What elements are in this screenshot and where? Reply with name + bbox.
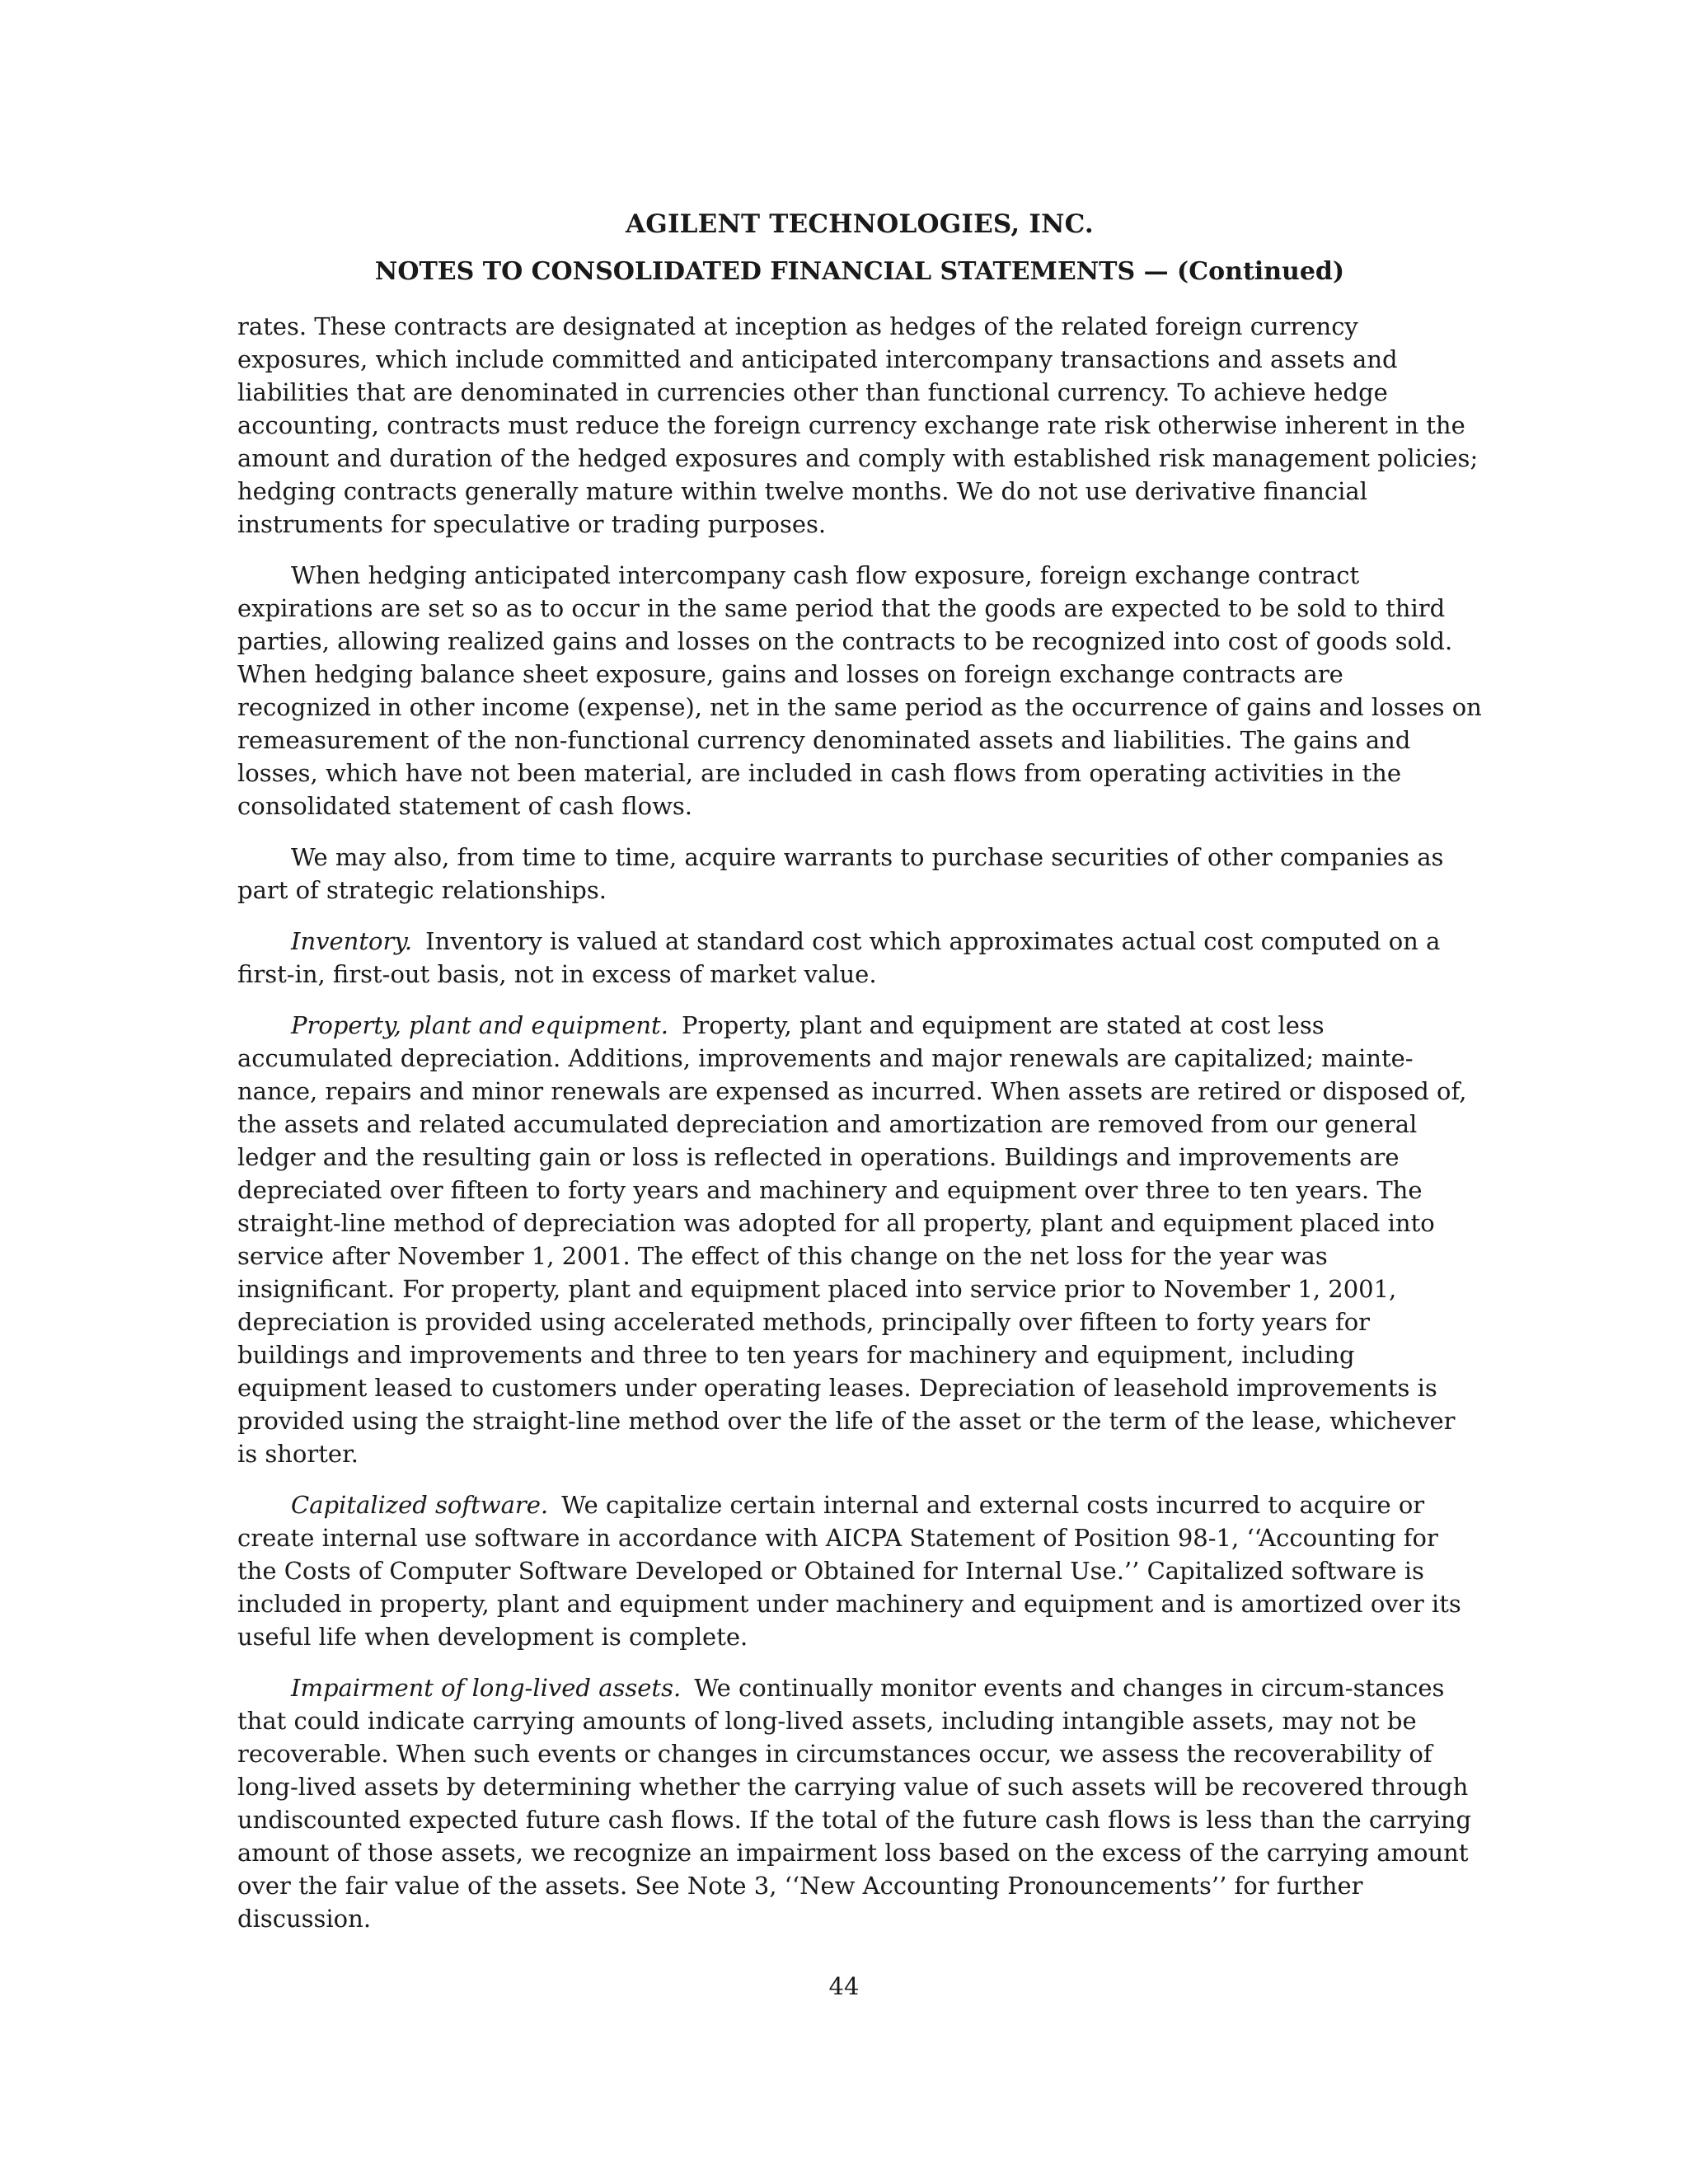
paragraph-cash-flow-exposure bbox=[237, 559, 1482, 823]
paragraph-text: Inventory is valued at standard cost which approximates actual cost computed on a first-in, first-out basis, not in excess of market value. bbox=[237, 927, 1441, 988]
paragraph-capitalized-software bbox=[237, 1488, 1482, 1653]
paragraph-hedge-contracts bbox=[237, 310, 1482, 541]
page-number: 44 bbox=[828, 1972, 860, 2000]
paragraph-text: When hedging anticipated intercompany cash flow exposure, foreign exchange contract expirations are set so as to occur in the same period that the goods are expected to be sold to third parties, allowing realized gains and losses on the contracts to be recognized into cost of goods sold. When hedging balance sheet exposure, gains and losses on foreign exchange contracts are recognized in other income (expense), net in the same period as the occurrence of gains and losses on remeasurement of the non-functional currency denominated assets and liabilities. The gains and losses, which have not been material, are included in cash flows from operating activities in the consolidated statement of cash flows. bbox=[237, 561, 1482, 820]
paragraph-text: We capitalize certain internal and external costs incurred to acquire or create internal use software in accordance with AICPA Statement of Position 98-1, ‘‘Accounting for the Costs of Computer Software Developed or Obtained for Internal Use.’’ Capitalized software is included in property, plant and equipment under machinery and equipment and is amortized over its useful life when development is complete. bbox=[237, 1491, 1461, 1651]
paragraph-text: We continually monitor events and changes in circum-stances that could indicate carrying amounts of long-lived assets, including intangible assets, may not be recoverable. When such events or changes in circumstances occur, we assess the recoverability of long-lived assets by determining whether the carrying value of such assets will be recovered through undiscounted expected future cash flows. If the total of the future cash flows is less than the carrying amount of those assets, we recognize an impairment loss based on the excess of the carrying amount over the fair value of the assets. See Note 3, ‘‘New Accounting Pronouncements’’ for further discussion. bbox=[237, 1674, 1472, 1933]
paragraph-text: We may also, from time to time, acquire warrants to purchase securities of other companies as part of strategic relationships. bbox=[237, 843, 1444, 904]
paragraph-text: rates. These contracts are designated at inception as hedges of the related foreign currency exposures, which include committed and anticipated intercompany transactions and assets and liabilities that are denominated in currencies other than functional currency. To achieve hedge accounting, contracts must reduce the foreign currency exchange rate risk otherwise inherent in the amount and duration of the hedged exposures and comply with established risk management policies; hedging contracts generally mature within twelve months. We do not use derivative financial instruments for speculative or trading purposes. bbox=[237, 312, 1479, 538]
page-subtitle: NOTES TO CONSOLIDATED FINANCIAL STATEMENTS — (Continued) bbox=[374, 257, 1345, 286]
paragraph-property-plant-equipment bbox=[237, 1009, 1482, 1470]
paragraph-text: Property, plant and equipment are stated at cost less accumulated depreciation. Additions, improvements and major renewals are capitalized; mainte-nance, repairs and minor renewals are expensed as incurred. When assets are retired or disposed of, the assets and related accumulated depreciation and amortization are removed from our general ledger and the resulting gain or loss is reflected in operations. Buildings and improvements are depreciated over fifteen to forty years and machinery and equipment over three to ten years. The straight-line method of depreciation was adopted for all property, plant and equipment placed into service after November 1, 2001. The effect of this change on the net loss for the year was insignificant. For property, plant and equipment placed into service prior to November 1, 2001, depreciation is provided using accelerated methods, principally over fifteen to forty years for buildings and improvements and three to ten years for machinery and equipment, including equipment leased to customers under operating leases. Depreciation of leasehold improvements is provided using the straight-line method over the life of the asset or the term of the lease, whichever is shorter. bbox=[237, 1011, 1467, 1468]
paragraph-inventory bbox=[237, 925, 1482, 991]
document-page bbox=[237, 208, 1482, 1953]
paragraph-warrants bbox=[237, 841, 1482, 907]
paragraph-lead-heading: Impairment of long-lived assets. bbox=[291, 1674, 682, 1702]
paragraph-lead-heading: Property, plant and equipment. bbox=[291, 1011, 668, 1039]
paragraph-impairment bbox=[237, 1671, 1482, 1935]
paragraph-lead-heading: Capitalized software. bbox=[291, 1491, 549, 1519]
company-name: AGILENT TECHNOLOGIES, INC. bbox=[626, 209, 1094, 239]
paragraph-lead-heading: Inventory. bbox=[291, 927, 413, 955]
